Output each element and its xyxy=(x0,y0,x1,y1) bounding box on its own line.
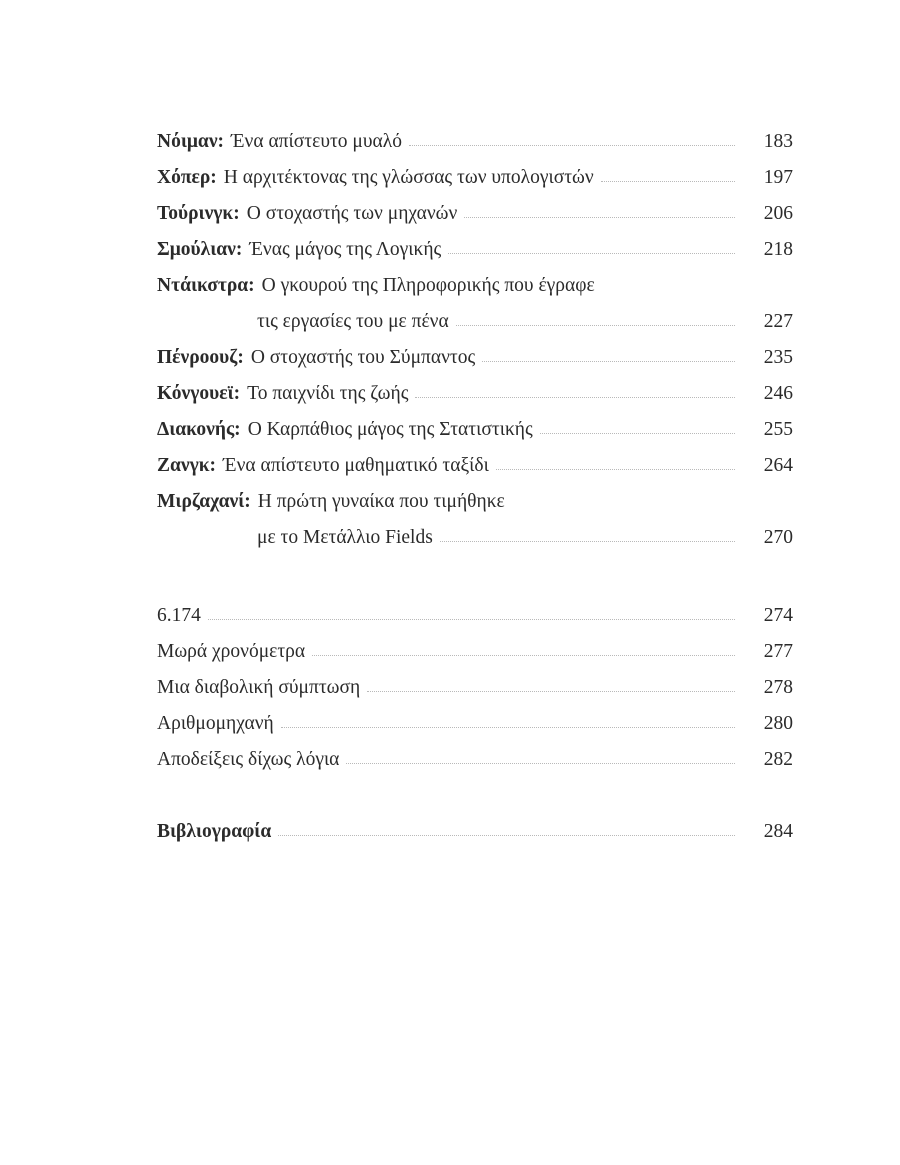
toc-entry-description: Ο Καρπάθιος μάγος της Στατιστικής xyxy=(247,419,533,440)
toc-entry-description: Το παιχνίδι της ζωής xyxy=(247,383,409,404)
toc-entry-name: Νόιμαν: xyxy=(157,131,225,152)
dot-leader xyxy=(440,531,735,545)
dot-leader xyxy=(540,423,735,437)
toc-entry-text xyxy=(157,814,278,850)
toc-entry[interactable] xyxy=(157,814,793,850)
toc-entry[interactable] xyxy=(157,412,793,448)
toc-entry-text xyxy=(157,520,440,556)
dot-leader xyxy=(482,351,735,365)
dot-leader xyxy=(464,207,735,221)
toc-entry-text xyxy=(157,232,448,268)
toc-entry[interactable] xyxy=(157,706,793,742)
toc-page-number: 255 xyxy=(763,419,793,440)
toc-entry[interactable] xyxy=(157,232,793,268)
toc-entry-name: Πένροουζ: xyxy=(157,347,244,368)
toc-page-number: 264 xyxy=(763,455,793,476)
toc-entry-description: Ο γκουρού της Πληροφορικής που έγραφε xyxy=(261,275,595,296)
toc-entry-text xyxy=(157,448,496,484)
toc-entry-text xyxy=(157,340,482,376)
toc-page-number: 197 xyxy=(763,167,793,188)
toc-page-number: 278 xyxy=(763,677,793,698)
toc-page-number: 206 xyxy=(763,203,793,224)
toc-page-number: 282 xyxy=(763,749,793,770)
toc-entry-name: Κόνγουεϊ: xyxy=(157,383,241,404)
toc-entry[interactable] xyxy=(157,304,793,340)
toc-entry-description: Αριθμομηχανή xyxy=(157,713,274,734)
toc-entry-text xyxy=(157,670,367,706)
toc-entry[interactable] xyxy=(157,598,793,634)
toc-entry-description: Ο στοχαστής του Σύμπαντος xyxy=(250,347,476,368)
toc-entry-name: Διακονής: xyxy=(157,419,241,440)
toc-entry-description: Ένα απίστευτο μαθηματικό ταξίδι xyxy=(223,455,489,476)
dot-leader xyxy=(415,387,735,401)
toc-entry-text xyxy=(157,598,208,634)
toc-entry[interactable] xyxy=(157,484,793,520)
toc-page-number: 227 xyxy=(763,311,793,332)
toc-entry-text xyxy=(157,304,456,340)
toc-page-number: 284 xyxy=(763,821,793,842)
toc-entry-name: Τούρινγκ: xyxy=(157,203,240,224)
toc-entry-text xyxy=(157,376,415,412)
toc-page-number: 280 xyxy=(763,713,793,734)
toc-entry-text xyxy=(157,196,464,232)
toc-page-number: 274 xyxy=(763,605,793,626)
toc-entry-description: Η αρχιτέκτονας της γλώσσας των υπολογιστών xyxy=(223,167,594,188)
toc-entry[interactable] xyxy=(157,634,793,670)
toc-page-number: 277 xyxy=(763,641,793,662)
toc-entry-description: Ο στοχαστής των μηχανών xyxy=(246,203,458,224)
toc-entry[interactable] xyxy=(157,340,793,376)
toc-entry-text xyxy=(157,268,602,304)
dot-leader xyxy=(496,459,735,473)
toc-entry-description: 6.174 xyxy=(157,605,201,626)
toc-entry[interactable] xyxy=(157,448,793,484)
toc-entry-text xyxy=(157,742,346,778)
toc-entry-text xyxy=(157,484,512,520)
dot-leader xyxy=(346,753,735,767)
toc-entry[interactable] xyxy=(157,196,793,232)
toc-entry[interactable] xyxy=(157,520,793,556)
dot-leader xyxy=(601,171,735,185)
toc-page-number: 270 xyxy=(763,527,793,548)
toc-entry[interactable] xyxy=(157,268,793,304)
toc-group-backmatter xyxy=(157,814,793,850)
toc-entry-description: Ένα απίστευτο μυαλό xyxy=(231,131,402,152)
toc-entry-description: Μωρά χρονόμετρα xyxy=(157,641,306,662)
toc-page-number: 218 xyxy=(763,239,793,260)
toc-entry-text xyxy=(157,706,281,742)
toc-entry[interactable] xyxy=(157,124,793,160)
dot-leader xyxy=(602,279,735,293)
toc-entry-description: Μια διαβολική σύμπτωση xyxy=(157,677,361,698)
toc-entry[interactable] xyxy=(157,742,793,778)
toc-entry-name: Βιβλιογραφία xyxy=(157,821,272,842)
dot-leader xyxy=(278,825,735,839)
dot-leader xyxy=(312,645,735,659)
toc-entry-description: με το Μετάλλιο Fields xyxy=(257,527,433,548)
toc-entry[interactable] xyxy=(157,376,793,412)
toc-entry-name: Μιρζαχανί: xyxy=(157,491,251,512)
toc-entry-description: τις εργασίες του με πένα xyxy=(257,311,449,332)
dot-leader xyxy=(409,135,735,149)
toc-entry-text xyxy=(157,160,601,196)
toc-page-number: 246 xyxy=(763,383,793,404)
toc-page-number: 235 xyxy=(763,347,793,368)
toc-entry-name: Σμούλιαν: xyxy=(157,239,243,260)
toc-group-biographies xyxy=(157,124,793,556)
toc-entry-description: Ένας μάγος της Λογικής xyxy=(249,239,442,260)
dot-leader xyxy=(456,315,735,329)
dot-leader xyxy=(208,609,735,623)
dot-leader xyxy=(512,495,735,509)
toc-entry[interactable] xyxy=(157,670,793,706)
toc-entry-name: Ντάικστρα: xyxy=(157,275,255,296)
toc-entry-text xyxy=(157,124,409,160)
dot-leader xyxy=(448,243,735,257)
toc-entry-description: Αποδείξεις δίχως λόγια xyxy=(157,749,340,770)
toc-group-separator xyxy=(157,556,793,598)
dot-leader xyxy=(367,681,735,695)
toc-group-topics xyxy=(157,598,793,778)
table-of-contents xyxy=(157,124,793,850)
toc-entry-text xyxy=(157,634,312,670)
toc-group-separator xyxy=(157,778,793,814)
toc-entry[interactable] xyxy=(157,160,793,196)
toc-page-number: 183 xyxy=(763,131,793,152)
toc-entry-name: Ζανγκ: xyxy=(157,455,217,476)
toc-entry-text xyxy=(157,412,540,448)
toc-entry-description: Η πρώτη γυναίκα που τιμήθηκε xyxy=(257,491,505,512)
dot-leader xyxy=(281,717,735,731)
toc-entry-name: Χόπερ: xyxy=(157,167,217,188)
